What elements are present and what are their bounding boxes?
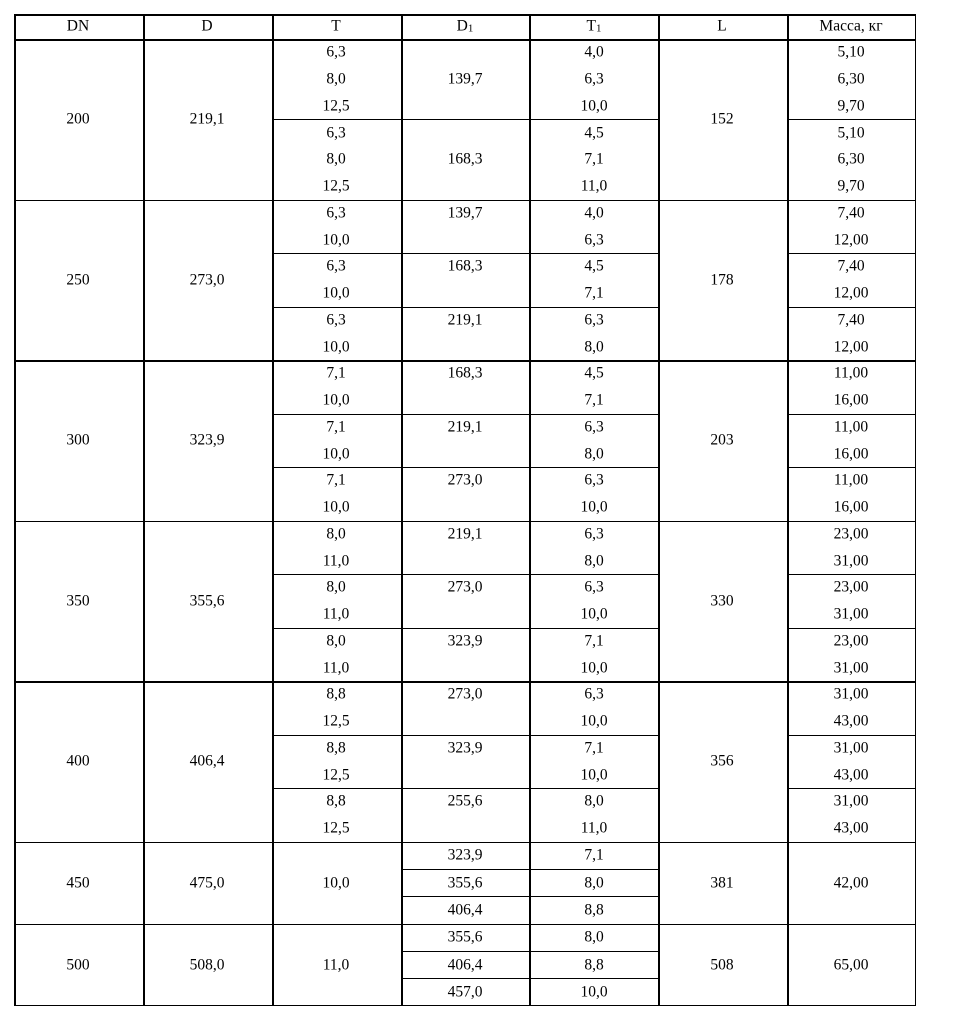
cell-t: 12,5 <box>322 177 350 195</box>
cell-l: 356 <box>710 752 734 770</box>
cell-d: 475,0 <box>189 873 225 891</box>
column-rule <box>787 14 789 1006</box>
cell-d1: 139,7 <box>447 204 483 222</box>
cell-d1: 406,4 <box>447 955 483 973</box>
cell-d1: 355,6 <box>447 928 483 946</box>
cell-mass: 23,00 <box>833 632 869 650</box>
cell-t: 11,0 <box>322 955 350 973</box>
column-rule <box>915 14 917 1006</box>
cell-t1: 6,3 <box>584 230 604 248</box>
cell-t: 10,0 <box>322 498 350 516</box>
subgroup-rule <box>401 896 658 897</box>
cell-dn: 450 <box>66 873 90 891</box>
cell-t: 10,0 <box>322 391 350 409</box>
cell-t: 7,1 <box>326 418 346 436</box>
cell-t: 8,8 <box>326 792 346 810</box>
subgroup-rule <box>787 467 916 468</box>
cell-t: 8,0 <box>326 578 346 596</box>
subgroup-rule <box>787 628 916 629</box>
cell-mass: 31,00 <box>833 551 869 569</box>
cell-t1: 10,0 <box>580 605 608 623</box>
cell-d1: 219,1 <box>447 525 483 543</box>
group-rule <box>14 521 916 523</box>
group-rule <box>14 360 916 362</box>
cell-mass: 7,40 <box>837 257 865 275</box>
cell-mass: 31,00 <box>833 792 869 810</box>
cell-t: 6,3 <box>326 257 346 275</box>
subgroup-rule <box>272 735 658 736</box>
group-rule <box>14 200 916 202</box>
cell-t: 6,3 <box>326 204 346 222</box>
cell-t1: 8,0 <box>584 873 604 891</box>
subgroup-rule <box>272 119 658 120</box>
cell-t1: 6,3 <box>584 578 604 596</box>
group-rule <box>14 842 916 844</box>
cell-mass: 16,00 <box>833 444 869 462</box>
cell-t: 11,0 <box>322 551 350 569</box>
cell-mass: 5,10 <box>837 123 865 141</box>
cell-d1: 273,0 <box>447 685 483 703</box>
cell-d: 323,9 <box>189 431 225 449</box>
cell-mass: 6,30 <box>837 150 865 168</box>
cell-d1: 406,4 <box>447 901 483 919</box>
subgroup-rule <box>272 414 658 415</box>
cell-t: 10,0 <box>322 337 350 355</box>
header-dn: DN <box>66 17 90 35</box>
header-l: L <box>717 17 727 35</box>
subgroup-rule <box>401 978 658 979</box>
cell-t1: 6,3 <box>584 311 604 329</box>
cell-d1: 168,3 <box>447 257 483 275</box>
cell-mass: 43,00 <box>833 712 869 730</box>
subgroup-rule <box>272 307 658 308</box>
cell-t: 11,0 <box>322 605 350 623</box>
cell-t1: 8,0 <box>584 444 604 462</box>
cell-t: 8,8 <box>326 685 346 703</box>
subgroup-rule <box>787 253 916 254</box>
cell-t: 8,0 <box>326 525 346 543</box>
cell-mass: 6,30 <box>837 70 865 88</box>
cell-d1: 323,9 <box>447 739 483 757</box>
cell-t1: 8,0 <box>584 551 604 569</box>
cell-t1: 6,3 <box>584 525 604 543</box>
column-rule <box>529 14 531 1006</box>
cell-d1: 323,9 <box>447 632 483 650</box>
cell-t1: 7,1 <box>584 391 604 409</box>
cell-mass: 31,00 <box>833 739 869 757</box>
column-rule <box>401 14 403 1006</box>
cell-t1: 11,0 <box>580 177 608 195</box>
cell-d1: 139,7 <box>447 70 483 88</box>
cell-l: 381 <box>710 873 734 891</box>
cell-t1: 10,0 <box>580 765 608 783</box>
cell-t1: 8,8 <box>584 955 604 973</box>
subgroup-rule <box>272 574 658 575</box>
cell-d1: 168,3 <box>447 150 483 168</box>
header-t: T <box>331 17 341 35</box>
cell-d1: 255,6 <box>447 792 483 810</box>
column-rule <box>658 14 660 1006</box>
cell-mass: 31,00 <box>833 658 869 676</box>
cell-mass: 31,00 <box>833 605 869 623</box>
cell-t1: 10,0 <box>580 712 608 730</box>
subgroup-rule <box>787 307 916 308</box>
cell-mass: 5,10 <box>837 43 865 61</box>
cell-t1: 4,5 <box>584 257 604 275</box>
cell-l: 330 <box>710 592 734 609</box>
cell-t1: 4,0 <box>584 204 604 222</box>
cell-t1: 6,3 <box>584 471 604 489</box>
cell-d1: 168,3 <box>447 364 483 382</box>
cell-t: 8,8 <box>326 739 346 757</box>
cell-t1: 8,0 <box>584 792 604 810</box>
cell-t1: 10,0 <box>580 498 608 516</box>
cell-mass: 31,00 <box>833 685 869 703</box>
cell-t: 12,5 <box>322 712 350 730</box>
cell-mass: 16,00 <box>833 498 869 516</box>
cell-t: 10,0 <box>322 230 350 248</box>
cell-l: 178 <box>710 271 734 288</box>
cell-t: 12,5 <box>322 819 350 837</box>
cell-mass: 23,00 <box>833 525 869 543</box>
cell-d: 355,6 <box>189 592 225 609</box>
cell-t: 12,5 <box>322 97 350 115</box>
column-rule <box>143 14 145 1006</box>
cell-d1: 273,0 <box>447 471 483 489</box>
cell-mass: 12,00 <box>833 337 869 355</box>
cell-t1: 8,8 <box>584 901 604 919</box>
cell-mass: 9,70 <box>837 177 865 195</box>
subgroup-rule <box>787 414 916 415</box>
cell-d1: 219,1 <box>447 418 483 436</box>
cell-mass: 16,00 <box>833 391 869 409</box>
cell-mass: 7,40 <box>837 311 865 329</box>
cell-d: 273,0 <box>189 271 225 288</box>
column-rule <box>272 14 274 1006</box>
cell-d: 406,4 <box>189 752 225 770</box>
header-mass: Масса, кг <box>819 17 883 35</box>
table-border-bottom <box>14 1005 916 1007</box>
cell-l: 203 <box>710 431 734 449</box>
cell-mass: 23,00 <box>833 578 869 596</box>
cell-d1: 219,1 <box>447 311 483 329</box>
cell-t: 11,0 <box>322 658 350 676</box>
cell-t1: 6,3 <box>584 418 604 436</box>
cell-t: 8,0 <box>326 632 346 650</box>
cell-t1: 10,0 <box>580 983 608 1001</box>
subgroup-rule <box>401 951 658 952</box>
subgroup-rule <box>401 869 658 870</box>
cell-mass: 65,00 <box>833 955 869 973</box>
pipe-reducer-table <box>14 14 916 1006</box>
subgroup-rule <box>787 788 916 789</box>
cell-mass: 11,00 <box>833 471 869 489</box>
cell-mass: 43,00 <box>833 765 869 783</box>
cell-t: 8,0 <box>326 70 346 88</box>
column-rule <box>14 14 16 1006</box>
subgroup-rule <box>787 574 916 575</box>
header-d: D <box>201 17 213 35</box>
cell-mass: 43,00 <box>833 819 869 837</box>
cell-dn: 350 <box>66 592 90 609</box>
header-d1: D1 <box>456 17 474 35</box>
cell-t1: 4,5 <box>584 123 604 141</box>
group-rule <box>14 924 916 926</box>
cell-d: 219,1 <box>189 110 225 128</box>
cell-t: 12,5 <box>322 765 350 783</box>
subgroup-rule <box>272 788 658 789</box>
header-rule <box>14 39 916 41</box>
cell-t: 7,1 <box>326 471 346 489</box>
cell-t1: 6,3 <box>584 685 604 703</box>
cell-l: 508 <box>710 955 734 973</box>
subgroup-rule <box>787 735 916 736</box>
cell-dn: 400 <box>66 752 90 770</box>
cell-l: 152 <box>710 110 734 128</box>
cell-d: 508,0 <box>189 955 225 973</box>
cell-mass: 11,00 <box>833 418 869 436</box>
cell-dn: 250 <box>66 271 90 288</box>
subgroup-rule <box>272 467 658 468</box>
subgroup-rule <box>272 253 658 254</box>
cell-t1: 4,0 <box>584 43 604 61</box>
cell-dn: 500 <box>66 955 90 973</box>
cell-t: 10,0 <box>322 284 350 302</box>
cell-t1: 4,5 <box>584 364 604 382</box>
cell-d1: 323,9 <box>447 846 483 864</box>
cell-t1: 10,0 <box>580 658 608 676</box>
subgroup-rule <box>272 628 658 629</box>
cell-t: 8,0 <box>326 150 346 168</box>
cell-mass: 12,00 <box>833 230 869 248</box>
header-t1: T1 <box>586 17 602 35</box>
cell-dn: 200 <box>66 110 90 128</box>
group-rule <box>14 681 916 683</box>
cell-t1: 7,1 <box>584 150 604 168</box>
cell-t1: 7,1 <box>584 284 604 302</box>
cell-t1: 8,0 <box>584 928 604 946</box>
cell-dn: 300 <box>66 431 90 449</box>
cell-t: 6,3 <box>326 123 346 141</box>
cell-t: 10,0 <box>322 444 350 462</box>
cell-d1: 457,0 <box>447 983 483 1001</box>
cell-t: 10,0 <box>322 873 350 891</box>
cell-t: 7,1 <box>326 364 346 382</box>
cell-d1: 355,6 <box>447 873 483 891</box>
cell-t1: 7,1 <box>584 632 604 650</box>
cell-d1: 273,0 <box>447 578 483 596</box>
cell-mass: 12,00 <box>833 284 869 302</box>
cell-t1: 10,0 <box>580 97 608 115</box>
cell-t1: 7,1 <box>584 739 604 757</box>
cell-t1: 11,0 <box>580 819 608 837</box>
cell-t: 6,3 <box>326 43 346 61</box>
table-border-top <box>14 14 916 16</box>
cell-t1: 6,3 <box>584 70 604 88</box>
subgroup-rule <box>787 119 916 120</box>
cell-t1: 8,0 <box>584 337 604 355</box>
cell-mass: 42,00 <box>833 873 869 891</box>
cell-mass: 7,40 <box>837 204 865 222</box>
cell-mass: 11,00 <box>833 364 869 382</box>
cell-t: 6,3 <box>326 311 346 329</box>
cell-mass: 9,70 <box>837 97 865 115</box>
cell-t1: 7,1 <box>584 846 604 864</box>
